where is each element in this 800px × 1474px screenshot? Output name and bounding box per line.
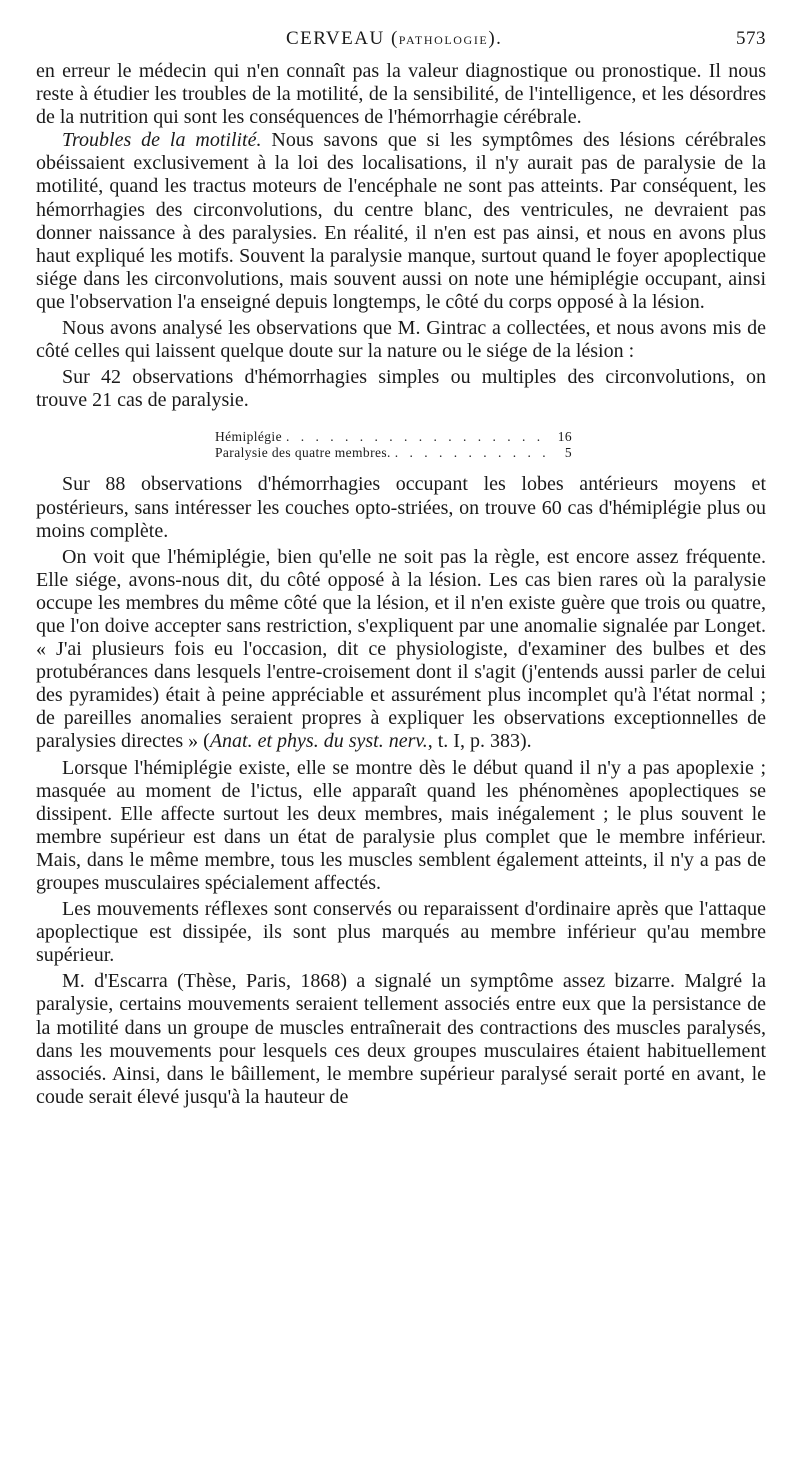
dot-leader [391,445,548,461]
paragraph-6-text-a: On voit que l'hémiplégie, bien qu'elle ne soit pas la règle, est encore assez fréquente. Elle siége, avons-nous dit, du côté opposé à la lésion. Les cas bien rares où la paralysie occupe les membres du même côté que la lésion, et il n'en existe guère que trois ou quatre, que l'on doive accepter sans restriction, s'expliquent par une anomalie signalée par Longet. « J'ai plusieurs fois eu l'occasion, dit ce physiologiste, d'examiner des bulbes et des protubérances dans lesquels l'entre-croisement dont il s'agit (j'entends aussi parler de celui des pyramides) était à peine appréciable et assurément plus incomplet qu'à l'état normal ; de pareilles anomalies seraient propres à expliquer les observations exceptionnelles de paralysies directes » ( [36,545,766,753]
table-row [215,445,572,461]
paragraph-5: Sur 88 observations d'hémorrhagies occupant les lobes antérieurs moyens et postérieurs, sans intéresser les couches opto-striées, on trouve 60 cas d'hémiplégie plus ou moins complète. [36,473,766,542]
running-title [286,28,502,50]
paragraph-2 [36,129,766,314]
table-row [215,429,572,445]
paragraph-6 [36,546,766,754]
paragraph-6-text-b: , t. I, p. 383). [427,730,532,753]
page-body [36,60,766,1109]
citation-title: Anat. et phys. du syst. nerv. [209,730,428,753]
paragraph-1: en erreur le médecin qui n'en connaît pas la valeur diagnostique ou pronostique. Il nous reste à étudier les troubles de la motilité, de la sensibilité, de l'intelligence, et les désordres de la nutrition qui sont les conséquences de l'hémorrhagie cérébrale. [36,60,766,129]
running-title-end: ). [488,28,503,49]
running-title-main: CERVEAU ( [286,28,399,49]
paragraph-3: Nous avons analysé les observations que M. Gintrac a collectées, et nous avons mis de côté celles qui laissent quelque doute sur la nature ou le siége de la lésion : [36,317,766,363]
running-title-subject: PATHOLOGIE [398,33,489,47]
running-header [36,28,766,54]
paragraph-4: Sur 42 observations d'hémorrhagies simples ou multiples des circonvolutions, on trouve 21 cas de paralysie. [36,366,766,412]
table-row-label: Hémiplégie [215,429,282,445]
paragraph-8: Les mouvements réflexes sont conservés ou reparaissent d'ordinaire après que l'attaque apoplectique est dissipée, ils sont plus marqués au membre inférieur qu'au membre supérieur. [36,898,766,967]
dot-leader [282,429,548,445]
table-row-value: 5 [564,445,572,461]
statistics-table [215,429,572,461]
page-number: 573 [736,28,766,49]
table-row-value: 16 [557,429,572,445]
paragraph-7: Lorsque l'hémiplégie existe, elle se montre dès le début quand il n'y a pas apoplexie ; masquée au moment de l'ictus, elle apparaît quand les phénomènes apoplectiques se dissipent. Elle affecte surtout les deux membres, mais inégalement ; le plus souvent le membre supérieur est dans un état de paralysie plus complet que le membre inférieur. Mais, dans le même membre, tous les muscles semblent également atteints, il n'y a pas de groupes musculaires spécialement affectés. [36,756,766,894]
section-heading: Troubles de la motilité. [62,129,262,152]
table-row-label: Paralysie des quatre membres. [215,445,391,461]
paragraph-9: M. d'Escarra (Thèse, Paris, 1868) a signalé un symptôme assez bizarre. Malgré la paralysie, certains mouvements seraient tellement associés entre eux que la persistance de la motilité dans un groupe de muscles entraînerait des contractions des muscles paralysés, dans les mouvements pour lesquels ces deux groupes musculaires étaient habituellement associés. Ainsi, dans le bâillement, le membre supérieur paralysé serait porté en avant, le coude serait élevé jusqu'à la hauteur de [36,970,766,1108]
paragraph-2-text: Nous savons que si les symptômes des lésions cérébrales obéissaient exclusivement à la loi des localisations, il n'y aurait pas de paralysie de la motilité, quand les tractus moteurs de l'encéphale ne sont pas atteints. Par conséquent, les hémorrhagies des circonvolutions, du centre blanc, des ventricules, ne devraient pas donner naissance à des paralysies. En réalité, il n'en est pas ainsi, et nous en avons plus haut expliqué les motifs. Souvent la paralysie manque, surtout quand le foyer apoplectique siége dans les circonvolutions, mais souvent aussi on note une hémiplégie occupant, ainsi que l'observation l'a enseigné depuis longtemps, le côté du corps opposé à la lésion. [36,129,766,313]
